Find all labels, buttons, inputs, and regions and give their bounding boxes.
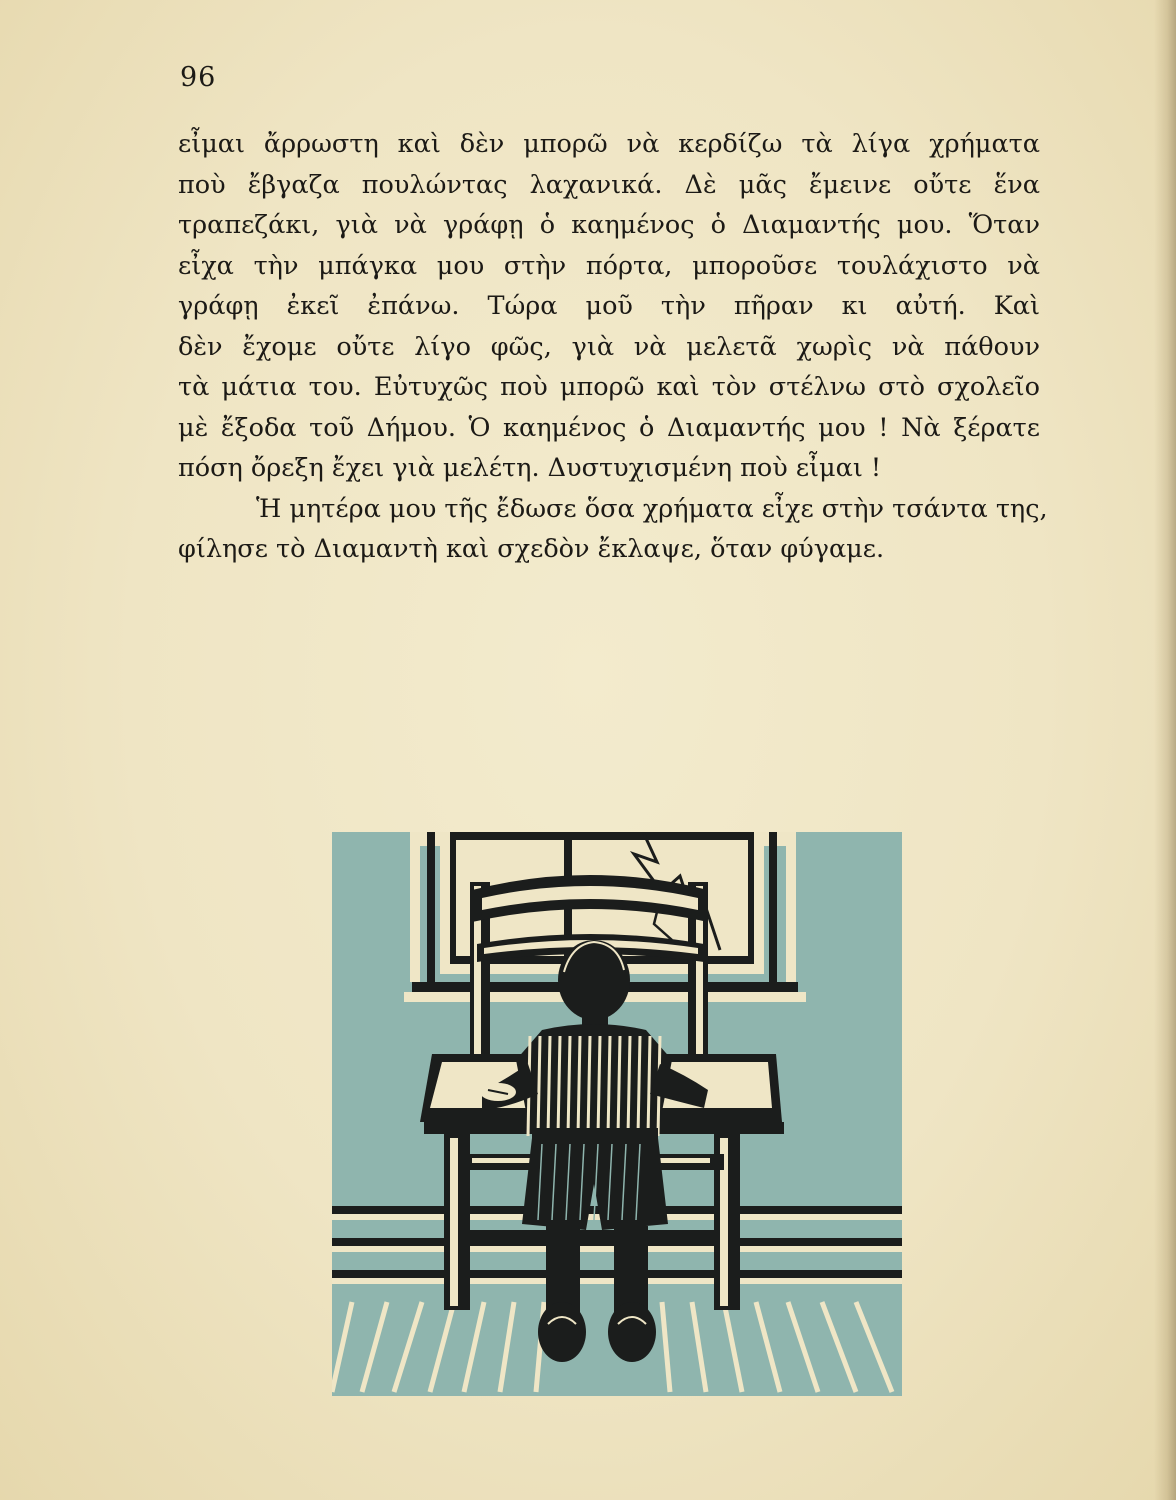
boy-belt <box>532 1128 658 1138</box>
shirt-stripe <box>578 1036 580 1136</box>
shirt-stripe <box>618 1036 620 1136</box>
shirt-stripe <box>598 1036 600 1136</box>
text-line: φίλησε τὸ Διαμαντὴ καὶ σχεδὸν ἔκλαψε, ὅταν φύγαμε. <box>178 534 885 564</box>
shirt-stripe <box>548 1036 550 1136</box>
text-line: τραπεζάκι, γιὰ νὰ γράφῃ ὁ καημένος ὁ Διαμαντής μου. Ὅταν <box>178 210 1040 240</box>
boy-at-desk-illustration <box>332 832 902 1396</box>
shirt-stripe <box>588 1036 590 1136</box>
boy-head <box>558 940 630 1020</box>
desk-lower-bar <box>468 1230 718 1240</box>
page-spine-shadow <box>1154 0 1176 1500</box>
shirt-stripe <box>558 1036 560 1136</box>
text-line: Ἡ μητέρα μου τῆς ἔδωσε ὅσα χρήματα εἶχε στὴν τσάντα της, <box>256 493 1048 524</box>
body-text <box>178 124 1048 570</box>
woodcut-illustration <box>332 832 902 1396</box>
desk-leg-left-highlight <box>450 1138 458 1306</box>
text-line: εἶχα τὴν μπάγκα μου στὴν πόρτα, μποροῦσε τουλάχιστο νὰ <box>178 250 1040 281</box>
text-line: εἶμαι ἄρρωστη καὶ δὲν μπορῶ νὰ κερδίζω τὰ λίγα χρήματα <box>178 129 1040 159</box>
boy-left-shoe <box>538 1302 586 1362</box>
shirt-stripe <box>638 1036 640 1136</box>
text-line: ποὺ ἔβγαζα πουλώντας λαχανικά. Δὲ μᾶς ἔμεινε οὔτε ἕνα <box>178 169 1040 200</box>
shirt-stripe <box>608 1036 610 1136</box>
page-number: 96 <box>180 62 217 93</box>
shirt-stripe <box>648 1036 650 1136</box>
text-line: μὲ ἔξοδα τοῦ Δήμου. Ὁ καημένος ὁ Διαμαντής μου ! Νὰ ξέρατε <box>178 412 1040 443</box>
shirt-stripe <box>568 1036 570 1136</box>
boy-right-shoe <box>608 1302 656 1362</box>
text-line: δὲν ἔχομε οὔτε λίγο φῶς, γιὰ νὰ μελετᾶ χωρὶς νὰ πάθουν <box>178 331 1040 362</box>
shirt-stripe <box>628 1036 630 1136</box>
text-line: γράφῃ ἐκεῖ ἐπάνω. Τώρα μοῦ τὴν πῆραν κι αὐτή. Καὶ <box>178 291 1040 321</box>
text-line: πόση ὄρεξη ἔχει γιὰ μελέτη. Δυστυχισμένη ποὺ εἶμαι ! <box>178 453 882 483</box>
shirt-stripe <box>538 1036 540 1136</box>
text-line: τὰ μάτια του. Εὐτυχῶς ποὺ μπορῶ καὶ τὸν στέλνω στὸ σχολεῖο <box>178 372 1040 402</box>
